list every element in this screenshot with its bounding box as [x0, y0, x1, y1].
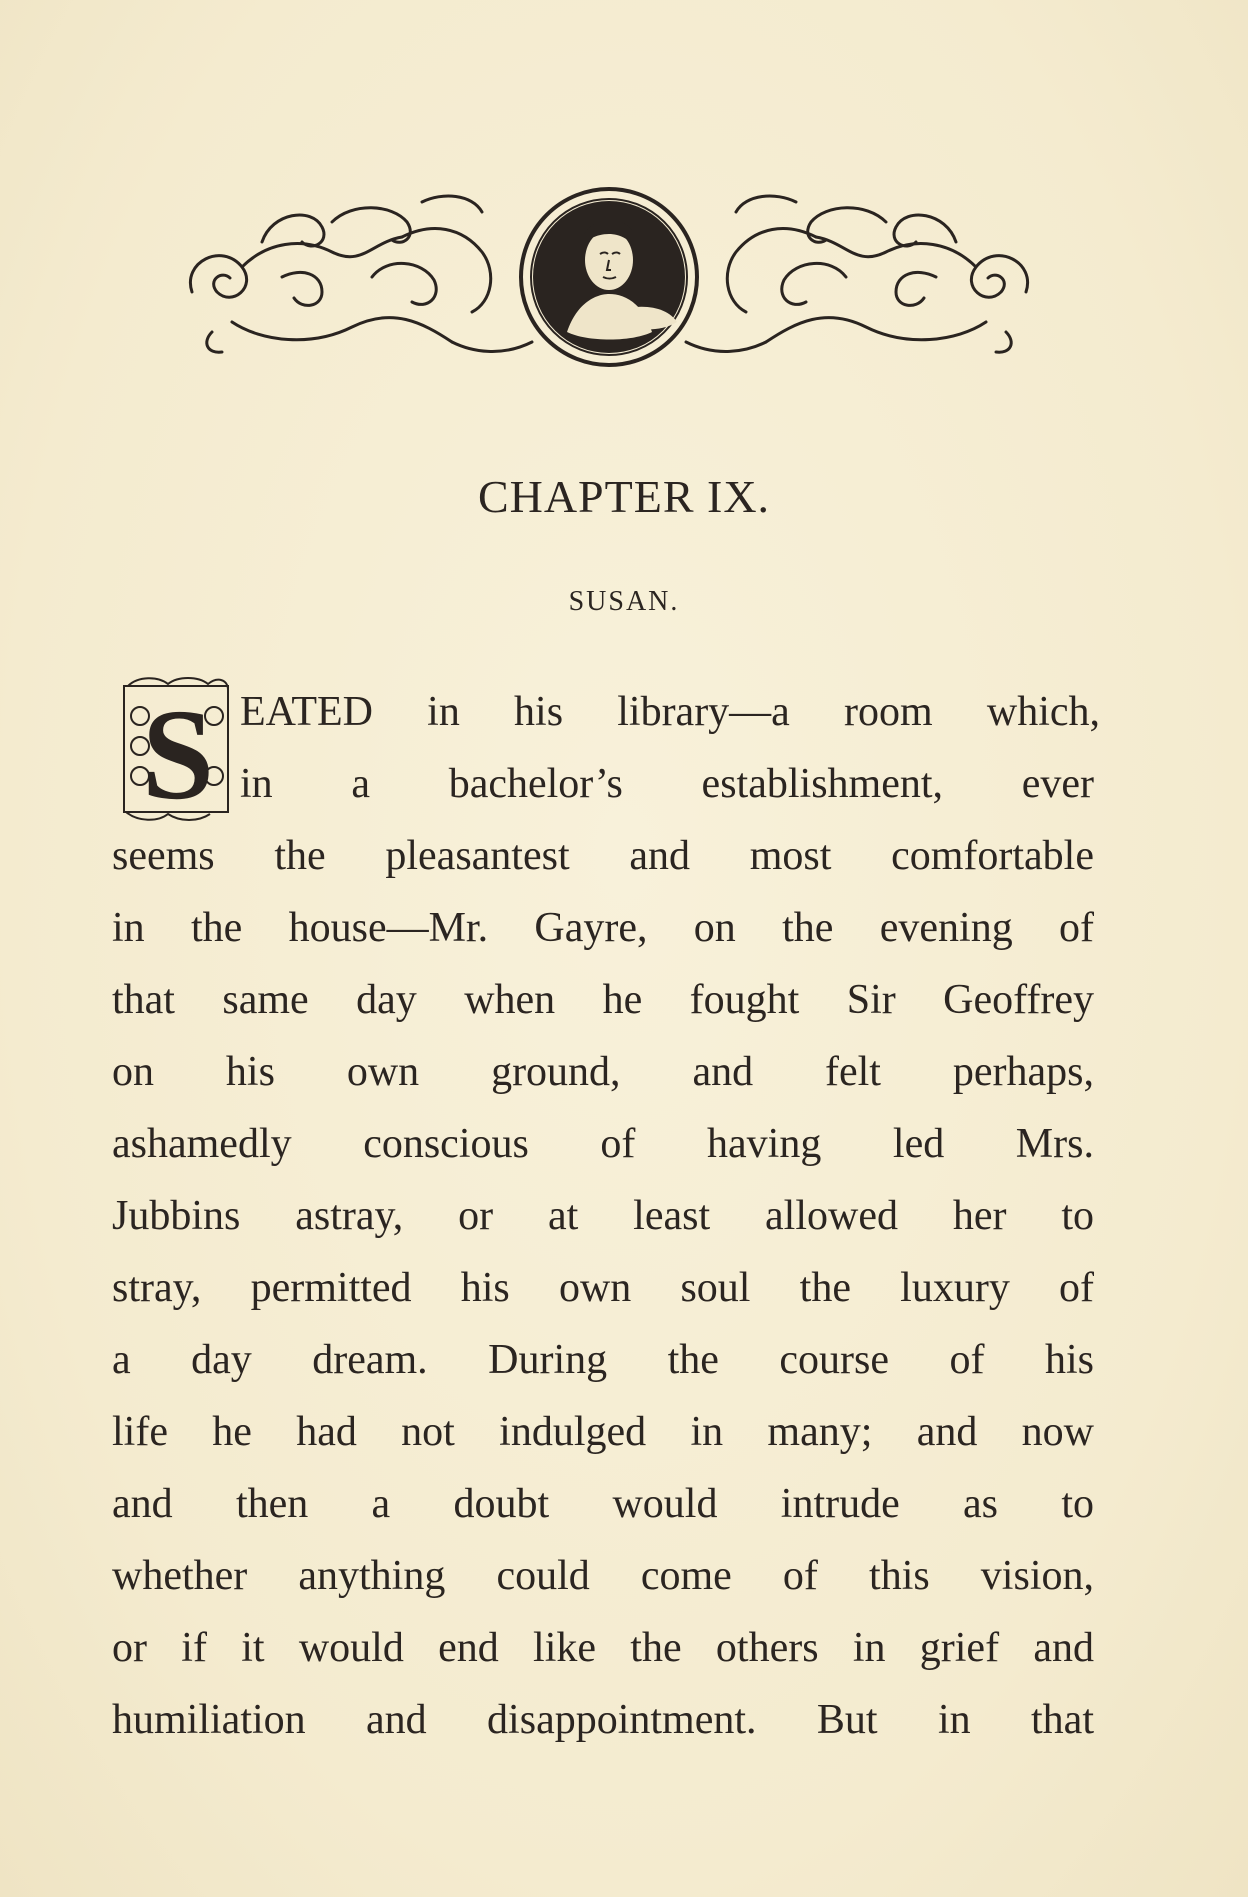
text-line: EATED in his library—a room which,	[240, 689, 1100, 735]
ornamental-headpiece-icon	[172, 182, 1046, 382]
text-line: on his own ground, and felt perhaps,	[112, 1049, 1094, 1095]
text-line: seems the pleasantest and most comfortable	[112, 833, 1094, 879]
text-line: and then a doubt would intrude as to	[112, 1481, 1094, 1527]
text-line: ashamedly conscious of having led Mrs.	[112, 1121, 1094, 1167]
drop-cap-letter: S	[141, 683, 215, 824]
text-line: that same day when he fought Sir Geoffrey	[112, 977, 1094, 1023]
text-line: in the house—Mr. Gayre, on the evening of	[112, 905, 1094, 951]
text-line: in a bachelor’s establishment, ever	[240, 761, 1094, 807]
text-line: or if it would end like the others in grief and	[112, 1625, 1094, 1671]
chapter-subtitle: SUSAN.	[568, 586, 680, 617]
text-line: whether anything could come of this vision,	[112, 1553, 1094, 1599]
decorative-initial-icon	[118, 676, 236, 824]
chapter-title: CHAPTER IX.	[477, 471, 771, 522]
text-line: humiliation and disappointment. But in that	[112, 1697, 1094, 1743]
text-line: stray, permitted his own soul the luxury of	[112, 1265, 1094, 1311]
text-line: a day dream. During the course of his	[112, 1337, 1094, 1383]
text-line: Jubbins astray, or at least allowed her to	[112, 1193, 1094, 1239]
text-line: life he had not indulged in many; and now	[112, 1409, 1094, 1455]
